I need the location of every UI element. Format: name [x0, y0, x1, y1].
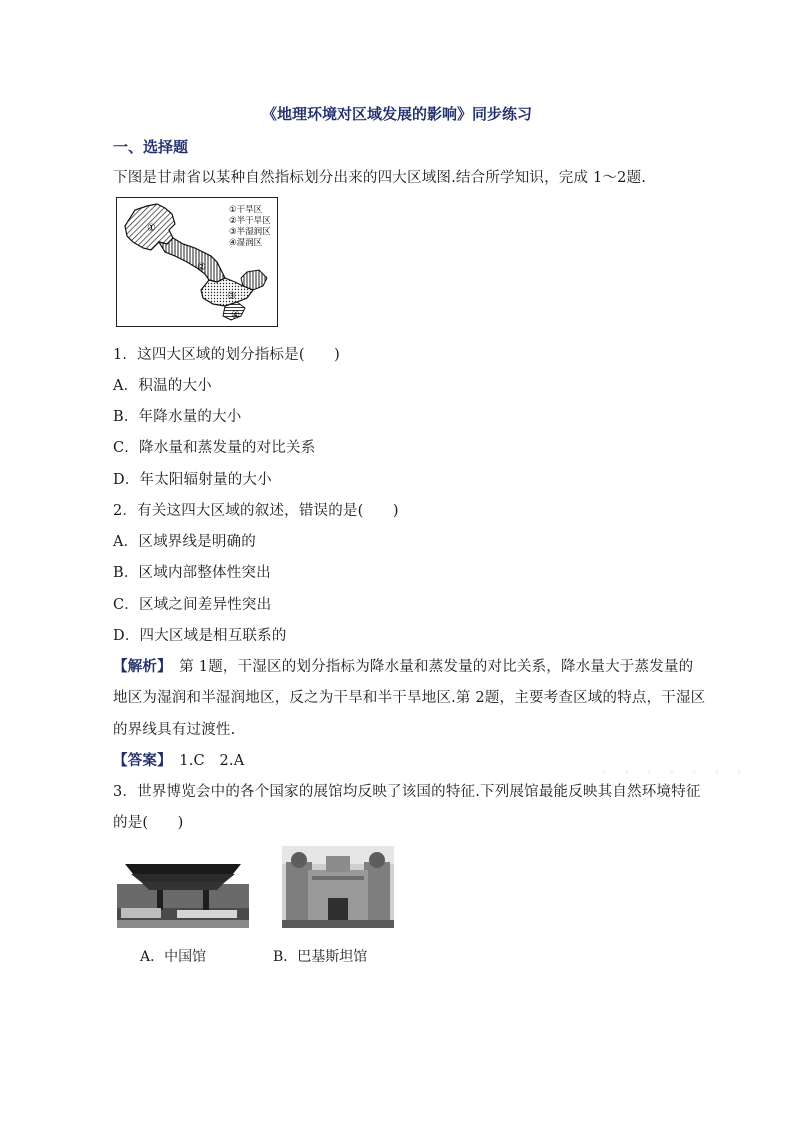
- legend-humid: ④湿润区: [229, 238, 263, 248]
- question-3-line-2: 的是( ): [113, 815, 184, 831]
- answer-line: [113, 749, 244, 770]
- watermark: · · · · · · ·: [600, 758, 747, 788]
- question-1-stem: 1．这四大区域的划分指标是( ): [113, 347, 340, 363]
- question-1-option-c: C．降水量和蒸发量的对比关系: [113, 440, 316, 456]
- map-marker-1: ①: [147, 223, 156, 234]
- section-heading: 一、选择题: [113, 138, 189, 156]
- map-marker-4: ④: [231, 310, 240, 321]
- analysis-text-1: 第 1题，干湿区的划分指标为降水量和蒸发量的对比关系，降水量大于蒸发量的: [164, 659, 694, 675]
- map-marker-3: ③: [227, 291, 236, 302]
- question-3-line-1: 3．世界博览会中的各个国家的展馆均反映了该国的特征.下列展馆最能反映其自然环境特征: [113, 784, 701, 800]
- question-2-option-a: A．区域界线是明确的: [113, 534, 256, 550]
- question-1-option-b: B．年降水量的大小: [113, 409, 242, 425]
- question-2-option-d: D．四大区域是相互联系的: [113, 628, 287, 644]
- question-1-option-d: D．年太阳辐射量的大小: [113, 472, 272, 488]
- analysis-label: 【解析】: [113, 658, 165, 675]
- china-pavilion-graphic: [117, 848, 249, 928]
- page-title: 《地理环境对区域发展的影响》同步练习: [261, 105, 532, 123]
- answer-text: 1.C 2.A: [164, 753, 245, 769]
- legend-semi-humid: ③半湿润区: [229, 227, 271, 237]
- pakistan-pavilion-graphic: [282, 846, 394, 928]
- map-graphic: [117, 198, 277, 326]
- analysis-line-1: [113, 655, 693, 676]
- question-2-option-b: B．区域内部整体性突出: [113, 565, 271, 581]
- question-1-option-a: A．积温的大小: [113, 378, 212, 394]
- question-2-stem: 2．有关这四大区域的叙述，错误的是( ): [113, 503, 399, 519]
- legend-arid: ①干旱区: [229, 205, 263, 215]
- caption-b: B．巴基斯坦馆: [273, 949, 368, 965]
- china-pavilion-photo: [117, 848, 249, 928]
- pakistan-pavilion-photo: [282, 846, 394, 928]
- question-2-option-c: C．区域之间差异性突出: [113, 597, 272, 613]
- answer-label: 【答案】: [113, 752, 165, 769]
- region-semi-arid: [159, 238, 225, 282]
- intro-text: 下图是甘肃省以某种自然指标划分出来的四大区域图.结合所学知识，完成 1～2题.: [113, 170, 647, 186]
- legend-semi-arid: ②半干旱区: [229, 216, 271, 226]
- caption-a: A．中国馆: [140, 949, 207, 965]
- gansu-region-map: [116, 197, 278, 327]
- analysis-line-2: 地区为湿润和半湿润地区，反之为干旱和半干旱地区.第 2题，主要考查区域的特点，干湿区: [113, 690, 706, 706]
- analysis-line-3: 的界线具有过渡性.: [113, 722, 236, 738]
- map-marker-2: ②: [197, 262, 206, 273]
